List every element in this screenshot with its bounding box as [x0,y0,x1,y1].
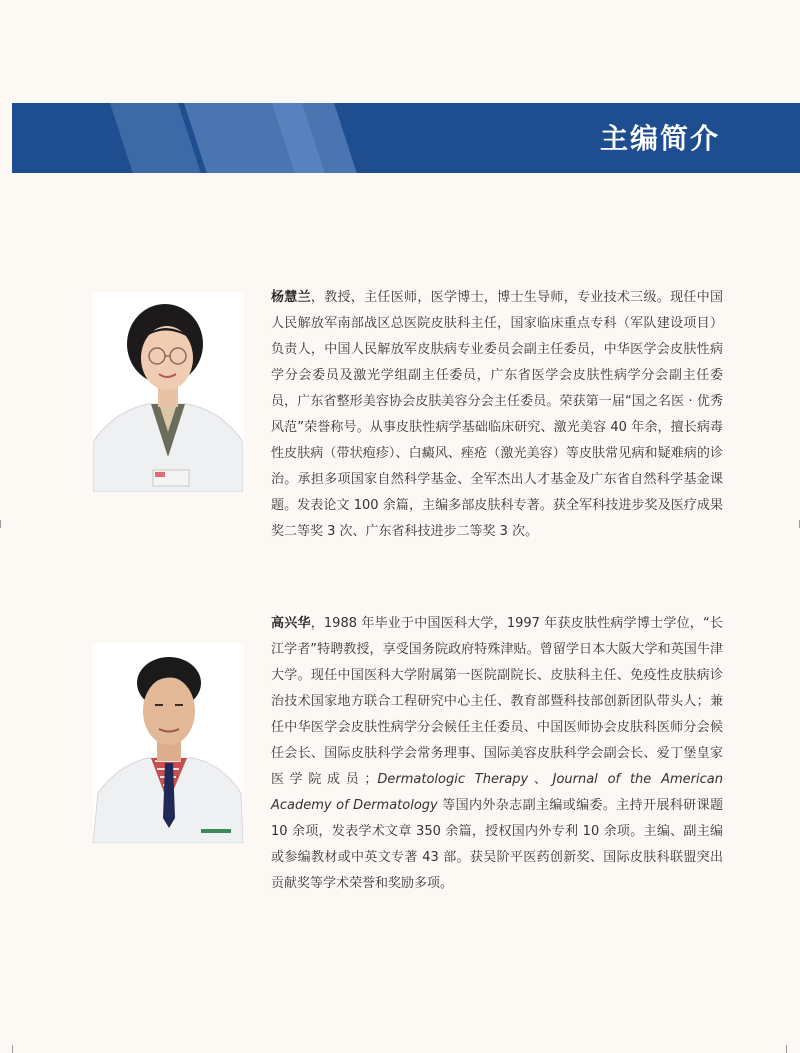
editor-bio-text: ，1988 年毕业于中国医科大学，1997 年获皮肤性病学博士学位，“长江学者”特聘教授，享受国务院政府特殊津贴。曾留学日本大阪大学和英国牛津大学。现任中国医科大学附属第一医院副院长、皮肤科主任、免疫性皮肤病诊治技术国家地方联合工程研究中心主任、教育部暨科技部创新团队带头人；兼任中华医学会皮肤性病学分会候任主任委员、中国医师协会皮肤科医师分会候任会长、国际皮肤科学会常务理事、国际美容皮肤科学会副会长、爱丁堡皇家医学院成员； [271,616,723,787]
crop-mark-bottom-right [786,1045,787,1053]
page-title: 主编简介 [599,122,720,155]
editor-bio-yang [271,285,723,545]
editor-bio-gao [271,611,723,897]
editor-photo-yang [93,292,243,492]
editor-bio-text: 等国内外杂志副主编或编委。主持开展科研课题 10 余项，发表学术文章 350 余篇，授权国内外专利 10 余项。主编、副主编或参编教材或中英文专著 43 部。获吴阶平医药创新奖、国际皮肤科联盟突出贡献奖等学术荣誉和奖励多项。 [271,798,723,891]
crop-mark-left [0,520,1,528]
editor-bio-text: ，教授，主任医师，医学博士，博士生导师，专业技术三级。现任中国人民解放军南部战区总医院皮肤科主任，国家临床重点专科（军队建设项目）负责人，中国人民解放军皮肤病专业委员会副主任委员，中华医学会皮肤性病学分会委员及激光学组副主任委员，广东省医学会皮肤性病学分会副主任委员，广东省整形美容协会皮肤美容分会主任委员。荣获第一届“国之名医 · 优秀风范”荣誉称号。从事皮肤性病学基础临床研究、激光美容 40 年余，擅长病毒性皮肤病（带状疱疹）、白癜风、痤疮（激光美容）等皮肤常见病和疑难病的诊治。承担多项国家自然科学基金、全军杰出人才基金及广东省自然科学基金课题。发表论文 100 余篇，主编多部皮肤科专著。获全军科技进步奖及医疗成果奖二等奖 3 次、广东省科技进步二等奖 3 次。 [271,290,723,539]
editor-photo-gao [93,643,243,843]
portrait-male-doctor-icon [93,643,243,843]
crop-mark-bottom-left [12,1045,13,1053]
editor-name: 杨慧兰 [271,290,311,305]
header-banner [12,103,800,173]
portrait-female-doctor-icon [93,292,243,492]
banner-stripe [184,103,357,173]
journal-name: Dermatologic Therapy [377,772,529,787]
separator: 、 [528,772,553,787]
journal-name: Journal of the American Academy of Dermatology [271,772,723,813]
editor-name: 高兴华 [271,616,311,631]
